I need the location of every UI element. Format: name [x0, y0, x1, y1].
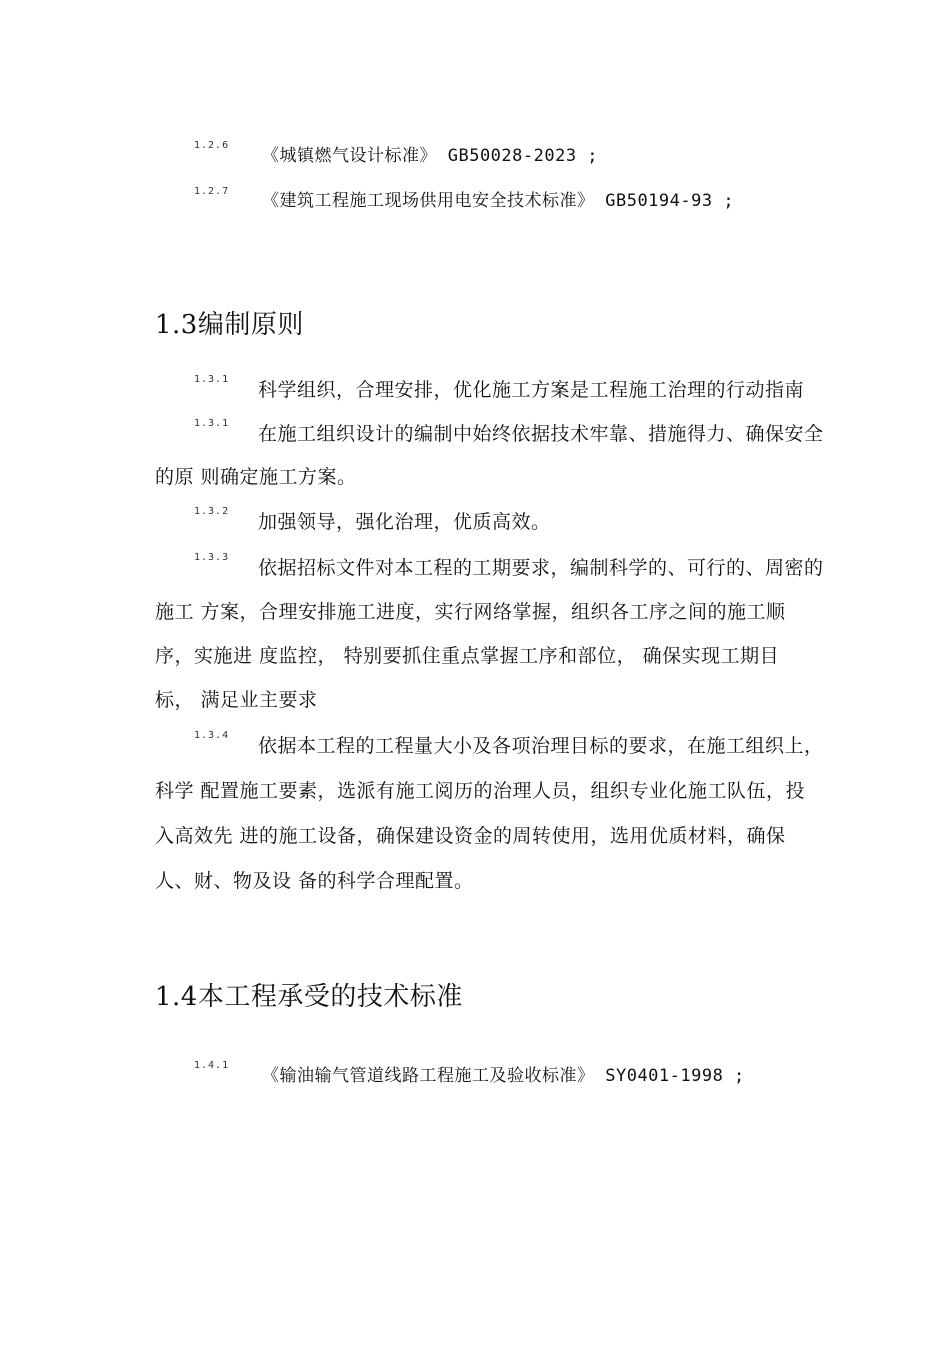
section-heading: 1.3编制原则 [155, 310, 304, 340]
paragraph-text: 加强领导，强化治理，优质高效。 [258, 511, 551, 533]
standard-reference: 《城镇燃气设计标准》 GB50028-2023 ; [262, 146, 599, 166]
paragraph-text: 施工 方案，合理安排施工进度，实行网络掌握，组织各工序之间的施工顺 [155, 601, 786, 623]
clause-number: 1.3.4 [194, 730, 230, 741]
section-heading: 1.4本工程承受的技术标准 [155, 982, 463, 1012]
clause-number: 1.2.6 [194, 140, 230, 151]
clause-number: 1.4.1 [194, 1060, 230, 1071]
paragraph-text: 人、财、物及设 备的科学合理配置。 [155, 870, 474, 892]
paragraph-text: 序，实施进 度监控， 特别要抓住重点掌握工序和部位， 确保实现工期目 [155, 645, 780, 667]
paragraph-text: 在施工组织设计的编制中始终依据技术牢靠、措施得力、确保安全 [258, 423, 824, 445]
clause-number: 1.3.3 [194, 552, 230, 563]
standard-reference: 《输油输气管道线路工程施工及验收标准》 SY0401-1998 ; [262, 1066, 745, 1086]
clause-number: 1.2.7 [194, 186, 230, 197]
paragraph-text: 的原 则确定施工方案。 [155, 466, 357, 488]
clause-number: 1.3.1 [194, 418, 230, 429]
paragraph-text: 依据本工程的工程量大小及各项治理目标的要求，在施工组织上， [258, 735, 824, 757]
paragraph-text: 入高效先 进的施工设备，确保建设资金的周转使用，选用优质材料，确保 [155, 825, 786, 847]
standard-reference: 《建筑工程施工现场供用电安全技术标准》 GB50194-93 ; [262, 191, 735, 211]
clause-number: 1.3.2 [194, 506, 230, 517]
paragraph-text: 依据招标文件对本工程的工期要求，编制科学的、可行的、周密的 [258, 557, 824, 579]
paragraph-text: 标， 满足业主要求 [155, 689, 318, 711]
paragraph-text: 科学 配置施工要素，选派有施工阅历的治理人员，组织专业化施工队伍，投 [155, 780, 806, 802]
paragraph-text: 科学组织，合理安排，优化施工方案是工程施工治理的行动指南 [258, 379, 805, 401]
clause-number: 1.3.1 [194, 374, 230, 385]
